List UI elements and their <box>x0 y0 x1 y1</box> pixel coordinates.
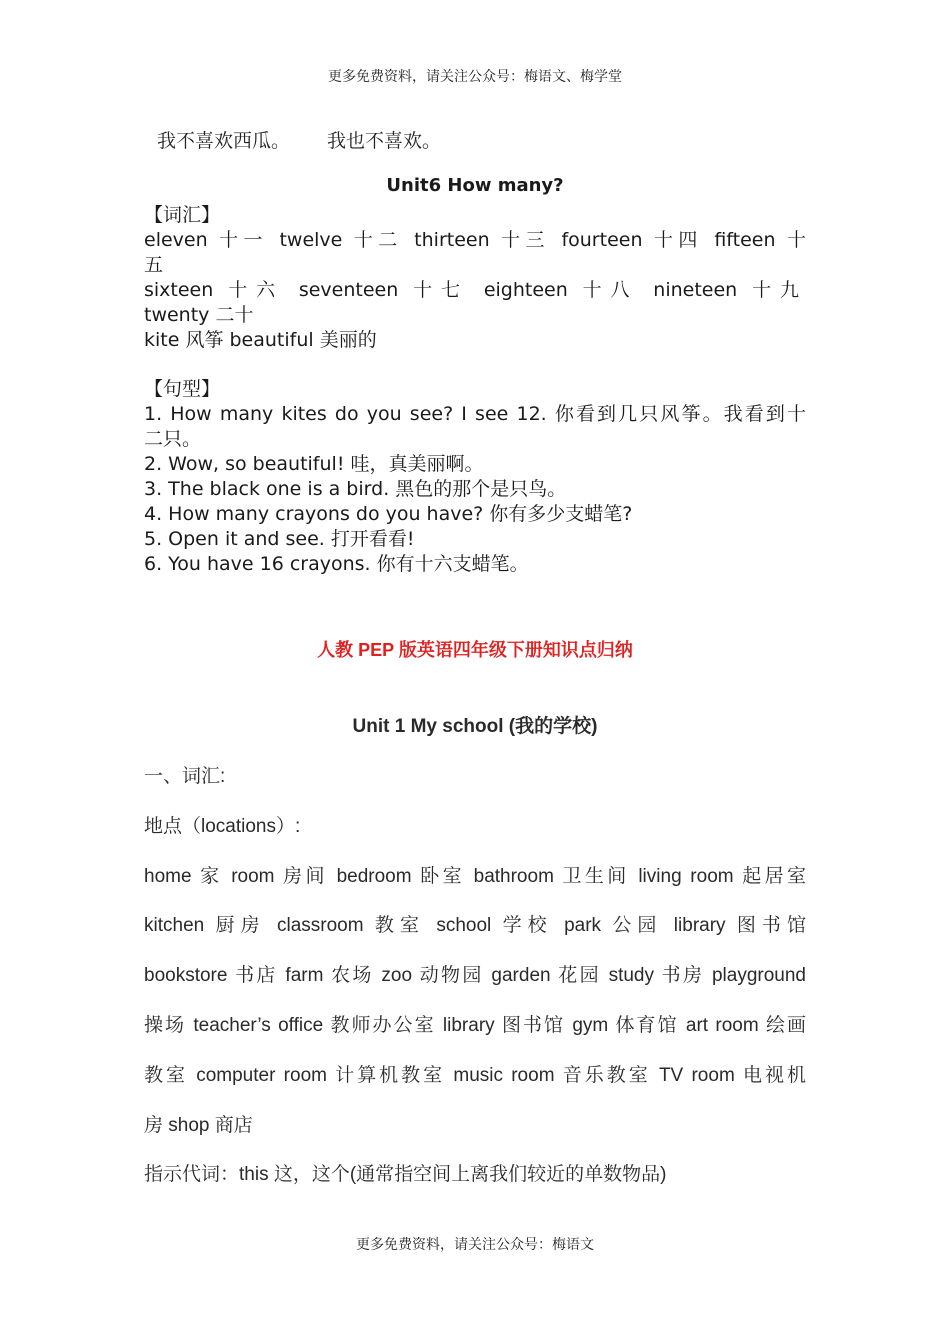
unit6-sentence: 4. How many crayons do you have? 你有多少支蜡笔? <box>144 503 633 525</box>
top-line-b: 我也不喜欢。 <box>327 130 442 152</box>
unit6-vocab-heading: 【词汇】 <box>144 204 221 226</box>
unit6-sentence: 3. The black one is a bird. 黑色的那个是只鸟。 <box>144 478 567 500</box>
unit1-vocab-line: bookstore 书店 farm 农场 zoo 动物园 garden 花园 study 书房 playground <box>144 965 806 986</box>
unit6-vocab-line2b: twenty 二十 <box>144 304 254 326</box>
unit6-title: Unit6 How many? <box>386 175 564 196</box>
unit1-vocab-line: kitchen 厨房 classroom 教室 school 学校 park 公园 library 图书馆 <box>144 915 806 936</box>
unit6-vocab-line1b: 五 <box>144 254 164 276</box>
unit1-vocab-line: home 家 room 房间 bedroom 卧室 bathroom 卫生间 living room 起居室 <box>144 866 806 887</box>
unit6-vocab-line3: kite 风筝 beautiful 美丽的 <box>144 329 377 351</box>
unit1-vocab-line: 房 shop 商店 <box>144 1115 253 1136</box>
section-title: 人教 PEP 版英语四年级下册知识点归纳 <box>317 640 633 660</box>
unit6-vocab-line1: eleven 十一 twelve 十二 thirteen 十三 fourteen 十四 fifteen 十 <box>144 229 806 251</box>
unit1-vocab-heading: 一、词汇: <box>144 766 226 787</box>
unit6-vocab-line2: sixteen 十六 seventeen 十七 eighteen 十八 nineteen 十九 <box>144 279 799 301</box>
unit1-vocab-line: 操场 teacher’s office 教师办公室 library 图书馆 gym 体育馆 art room 绘画 <box>144 1015 806 1036</box>
unit1-locations-heading: 地点（locations）: <box>144 816 301 837</box>
unit6-sentence: 6. You have 16 crayons. 你有十六支蜡笔。 <box>144 553 529 575</box>
page-header: 更多免费资料，请关注公众号：梅语文、梅学堂 <box>328 69 622 85</box>
page-footer: 更多免费资料，请关注公众号：梅语文 <box>356 1237 594 1253</box>
unit6-sentence: 二只。 <box>144 428 202 450</box>
top-line-a: 我不喜欢西瓜。 <box>157 130 291 152</box>
unit6-sentence: 5. Open it and see. 打开看看! <box>144 528 415 550</box>
unit1-vocab-line: 教室 computer room 计算机教室 music room 音乐教室 TV room 电视机 <box>144 1065 806 1086</box>
unit6-sentence: 1. How many kites do you see? I see 12. 你看到几只风筝。我看到十 <box>144 403 806 425</box>
unit1-title: Unit 1 My school (我的学校) <box>352 716 598 737</box>
unit6-sentence-heading: 【句型】 <box>144 378 221 400</box>
unit6-sentence: 2. Wow, so beautiful! 哇，真美丽啊。 <box>144 453 484 475</box>
unit1-demonstrative: 指示代词：this 这，这个(通常指空间上离我们较近的单数物品) <box>144 1164 667 1185</box>
